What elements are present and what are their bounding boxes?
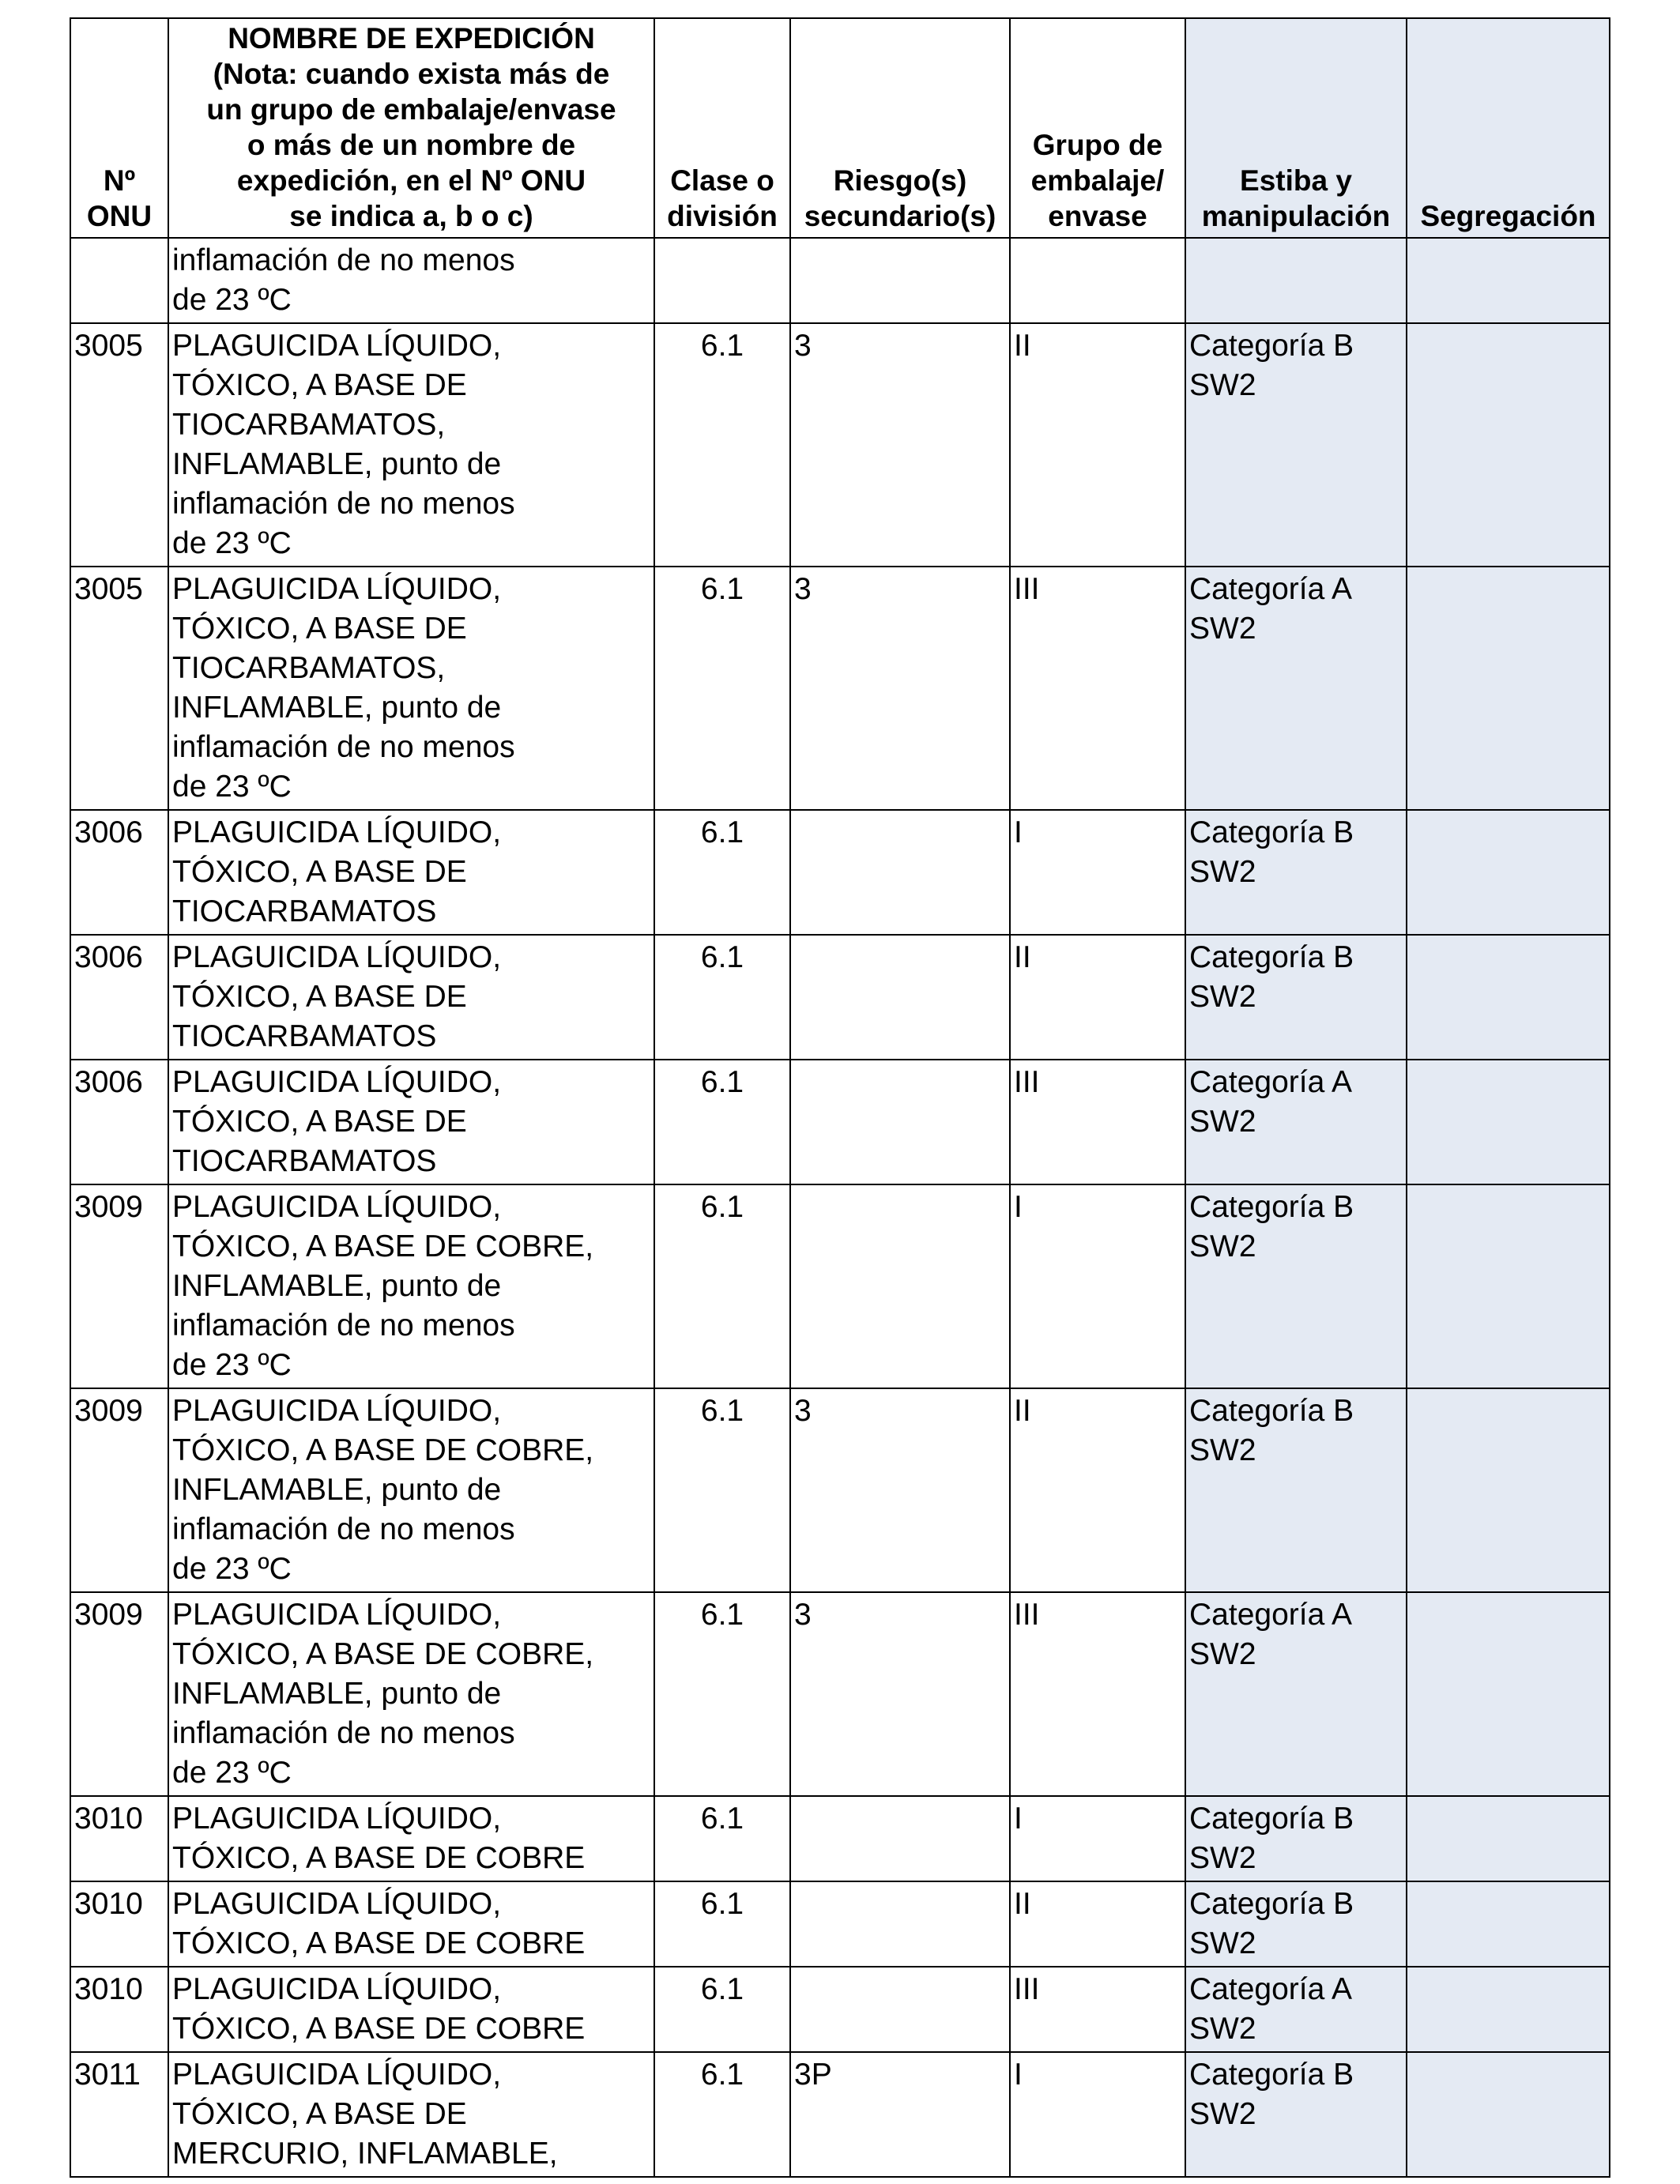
cell-subsidiary-risk: 3: [790, 1592, 1010, 1796]
cell-un-number: 3006: [70, 810, 168, 935]
cell-stowage: [1185, 238, 1407, 323]
cell-shipping-name-text: PLAGUICIDA LÍQUIDO, TÓXICO, A BASE DE COBRE, INFLAMABLE, punto de inflamación de no menos de 23 ºC: [172, 1598, 594, 1790]
table-row: [70, 935, 1610, 1060]
cell-stowage-text: Categoría A SW2: [1189, 1972, 1352, 2046]
header-subsidiary-risk: Riesgo(s) secundario(s): [790, 18, 1010, 238]
cell-packing-group: III: [1010, 1967, 1185, 2052]
cell-class: 6.1: [654, 1060, 790, 1184]
cell-segregation: [1407, 1881, 1610, 1967]
cell-packing-group: [1010, 238, 1185, 323]
dangerous-goods-table: [70, 17, 1610, 2178]
cell-packing-group: III: [1010, 1060, 1185, 1184]
table-body: [70, 238, 1610, 2177]
header-stowage: Estiba y manipulación: [1185, 18, 1407, 238]
cell-stowage-text: Categoría B SW2: [1189, 2058, 1354, 2131]
cell-un-number: 3010: [70, 1881, 168, 1967]
cell-shipping-name: [168, 567, 654, 810]
cell-stowage: [1185, 1881, 1407, 1967]
cell-shipping-name-text: PLAGUICIDA LÍQUIDO, TÓXICO, A BASE DE COBRE: [172, 1802, 586, 1875]
cell-segregation: [1407, 1184, 1610, 1388]
cell-stowage: [1185, 567, 1407, 810]
cell-stowage-text: Categoría B SW2: [1189, 815, 1354, 889]
cell-shipping-name: [168, 1592, 654, 1796]
cell-class: 6.1: [654, 1796, 790, 1881]
table-row: [70, 810, 1610, 935]
cell-stowage-text: Categoría B SW2: [1189, 940, 1354, 1014]
cell-subsidiary-risk: [790, 1796, 1010, 1881]
cell-stowage: [1185, 810, 1407, 935]
cell-stowage: [1185, 1060, 1407, 1184]
table-row: [70, 1060, 1610, 1184]
cell-stowage: [1185, 1796, 1407, 1881]
cell-shipping-name: [168, 810, 654, 935]
cell-segregation: [1407, 567, 1610, 810]
cell-segregation: [1407, 1592, 1610, 1796]
cell-shipping-name-text: PLAGUICIDA LÍQUIDO, TÓXICO, A BASE DE COBRE: [172, 1972, 586, 2046]
cell-subsidiary-risk: 3: [790, 1388, 1010, 1592]
cell-segregation: [1407, 323, 1610, 567]
cell-subsidiary-risk: 3: [790, 323, 1010, 567]
cell-packing-group: II: [1010, 323, 1185, 567]
cell-shipping-name: [168, 238, 654, 323]
cell-packing-group: II: [1010, 935, 1185, 1060]
header-un-number: Nº ONU: [70, 18, 168, 238]
cell-un-number: 3005: [70, 567, 168, 810]
cell-shipping-name-text: PLAGUICIDA LÍQUIDO, TÓXICO, A BASE DE COBRE: [172, 1887, 586, 1960]
cell-un-number: 3011: [70, 2052, 168, 2177]
header-class: Clase o división: [654, 18, 790, 238]
cell-stowage-text: Categoría A SW2: [1189, 572, 1352, 646]
cell-shipping-name-text: PLAGUICIDA LÍQUIDO, TÓXICO, A BASE DE TIOCARBAMATOS, INFLAMABLE, punto de inflamación de no menos de 23 ºC: [172, 329, 515, 560]
header-shipping-name: NOMBRE DE EXPEDICIÓN (Nota: cuando exista más de un grupo de embalaje/envase o más de un nombre de expedición, en el Nº ONU se indica a, b o c): [168, 18, 654, 238]
cell-subsidiary-risk: [790, 1967, 1010, 2052]
cell-shipping-name-text: PLAGUICIDA LÍQUIDO, TÓXICO, A BASE DE TIOCARBAMATOS: [172, 815, 502, 928]
cell-shipping-name: [168, 1967, 654, 2052]
cell-segregation: [1407, 810, 1610, 935]
cell-class: 6.1: [654, 810, 790, 935]
cell-un-number: 3009: [70, 1592, 168, 1796]
cell-stowage-text: Categoría B SW2: [1189, 1887, 1354, 1960]
cell-shipping-name: [168, 1388, 654, 1592]
table-row: [70, 1881, 1610, 1967]
cell-stowage: [1185, 1388, 1407, 1592]
cell-packing-group: I: [1010, 1796, 1185, 1881]
table-row: [70, 2052, 1610, 2177]
cell-subsidiary-risk: [790, 1184, 1010, 1388]
cell-shipping-name-text: inflamación de no menos de 23 ºC: [172, 243, 515, 317]
cell-shipping-name: [168, 1881, 654, 1967]
cell-packing-group: I: [1010, 810, 1185, 935]
cell-un-number: 3010: [70, 1967, 168, 2052]
cell-stowage: [1185, 1184, 1407, 1388]
cell-shipping-name-text: PLAGUICIDA LÍQUIDO, TÓXICO, A BASE DE TIOCARBAMATOS: [172, 1065, 502, 1178]
cell-packing-group: II: [1010, 1388, 1185, 1592]
cell-class: 6.1: [654, 1592, 790, 1796]
cell-stowage: [1185, 2052, 1407, 2177]
header-row: [70, 18, 1610, 238]
cell-shipping-name: [168, 935, 654, 1060]
cell-stowage-text: Categoría A SW2: [1189, 1598, 1352, 1671]
cell-stowage: [1185, 1967, 1407, 2052]
cell-shipping-name-text: PLAGUICIDA LÍQUIDO, TÓXICO, A BASE DE TIOCARBAMATOS, INFLAMABLE, punto de inflamación de no menos de 23 ºC: [172, 572, 515, 804]
cell-un-number: 3009: [70, 1388, 168, 1592]
cell-stowage-text: Categoría B SW2: [1189, 1394, 1354, 1467]
table-row: [70, 1967, 1610, 2052]
cell-shipping-name: [168, 2052, 654, 2177]
cell-shipping-name-text: PLAGUICIDA LÍQUIDO, TÓXICO, A BASE DE MERCURIO, INFLAMABLE,: [172, 2058, 558, 2171]
cell-stowage-text: Categoría B SW2: [1189, 329, 1354, 402]
cell-segregation: [1407, 1967, 1610, 2052]
cell-subsidiary-risk: 3P: [790, 2052, 1010, 2177]
cell-class: 6.1: [654, 2052, 790, 2177]
cell-class: 6.1: [654, 1967, 790, 2052]
cell-shipping-name: [168, 1060, 654, 1184]
table-row: [70, 567, 1610, 810]
cell-stowage: [1185, 935, 1407, 1060]
cell-subsidiary-risk: [790, 238, 1010, 323]
cell-packing-group: I: [1010, 1184, 1185, 1388]
cell-class: 6.1: [654, 1881, 790, 1967]
cell-class: 6.1: [654, 935, 790, 1060]
cell-un-number: 3005: [70, 323, 168, 567]
cell-shipping-name: [168, 1184, 654, 1388]
cell-packing-group: I: [1010, 2052, 1185, 2177]
cell-un-number: 3010: [70, 1796, 168, 1881]
cell-packing-group: II: [1010, 1881, 1185, 1967]
cell-packing-group: III: [1010, 567, 1185, 810]
cell-class: 6.1: [654, 1184, 790, 1388]
cell-segregation: [1407, 935, 1610, 1060]
cell-subsidiary-risk: [790, 810, 1010, 935]
cell-class: 6.1: [654, 1388, 790, 1592]
cell-segregation: [1407, 2052, 1610, 2177]
header-segregation: Segregación: [1407, 18, 1610, 238]
cell-segregation: [1407, 238, 1610, 323]
cell-stowage: [1185, 1592, 1407, 1796]
cell-segregation: [1407, 1796, 1610, 1881]
cell-un-number: 3006: [70, 935, 168, 1060]
table-row: [70, 1184, 1610, 1388]
cell-subsidiary-risk: 3: [790, 567, 1010, 810]
cell-shipping-name-text: PLAGUICIDA LÍQUIDO, TÓXICO, A BASE DE COBRE, INFLAMABLE, punto de inflamación de no menos de 23 ºC: [172, 1394, 594, 1586]
cell-class: 6.1: [654, 567, 790, 810]
table-row: [70, 238, 1610, 323]
cell-shipping-name: [168, 323, 654, 567]
cell-stowage-text: Categoría B SW2: [1189, 1802, 1354, 1875]
cell-shipping-name-text: PLAGUICIDA LÍQUIDO, TÓXICO, A BASE DE COBRE, INFLAMABLE, punto de inflamación de no menos de 23 ºC: [172, 1190, 594, 1382]
cell-class: 6.1: [654, 323, 790, 567]
cell-packing-group: III: [1010, 1592, 1185, 1796]
table-row: [70, 1388, 1610, 1592]
cell-un-number: [70, 238, 168, 323]
cell-shipping-name: [168, 1796, 654, 1881]
cell-subsidiary-risk: [790, 1881, 1010, 1967]
table-row: [70, 323, 1610, 567]
table-row: [70, 1592, 1610, 1796]
cell-subsidiary-risk: [790, 935, 1010, 1060]
table-row: [70, 1796, 1610, 1881]
cell-segregation: [1407, 1060, 1610, 1184]
header-packing-group: Grupo de embalaje/ envase: [1010, 18, 1185, 238]
cell-subsidiary-risk: [790, 1060, 1010, 1184]
cell-stowage-text: Categoría B SW2: [1189, 1190, 1354, 1263]
cell-stowage-text: Categoría A SW2: [1189, 1065, 1352, 1139]
cell-segregation: [1407, 1388, 1610, 1592]
cell-class: [654, 238, 790, 323]
cell-un-number: 3006: [70, 1060, 168, 1184]
cell-stowage: [1185, 323, 1407, 567]
cell-un-number: 3009: [70, 1184, 168, 1388]
cell-shipping-name-text: PLAGUICIDA LÍQUIDO, TÓXICO, A BASE DE TIOCARBAMATOS: [172, 940, 502, 1053]
